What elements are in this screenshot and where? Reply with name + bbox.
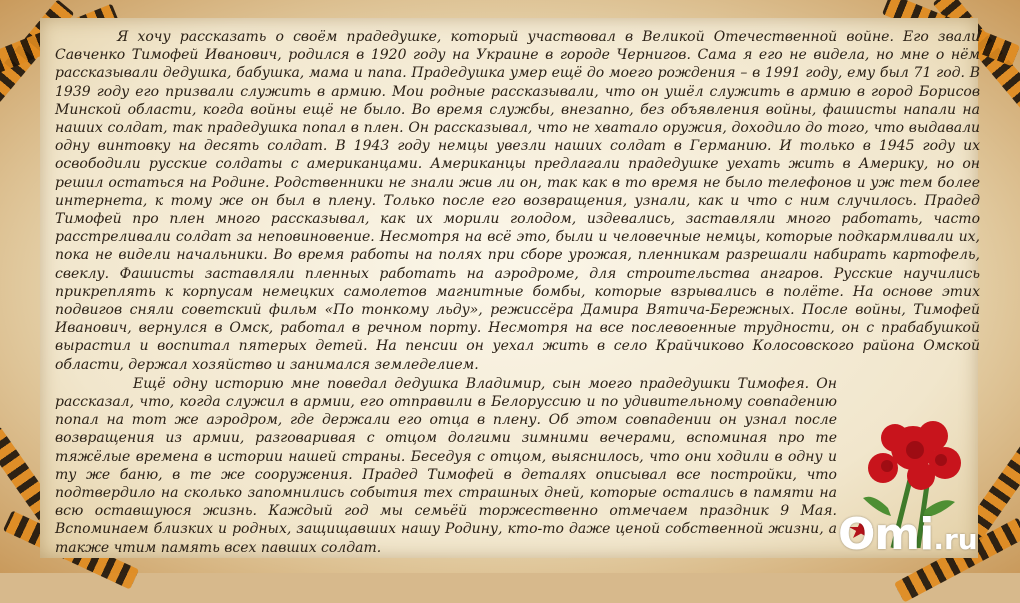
watermark-tld: .ru: [933, 523, 978, 556]
omi-watermark-logo: [838, 510, 978, 560]
watermark-main: Omi: [838, 509, 934, 560]
paragraph-1: Я хочу рассказать о своём прадедушке, который участвовал в Великой Отечественной войне. Его звали Савченко Тимофей Иванович, родился в 1920 году на Украине в городе Чернигов. Сама я его не видела, но мне о нём рассказывали дедушка, бабушка, мама и папа. Прадедушка умер ещё до моего рождения – в 1991 году, ему был 71 год. В 1939 году его призвали служить в армию. Мои родные рассказывали, что он ушёл служить в армию в город Борисов Минской области, когда войны ещё не было. Во время службы, внезапно, без объявления войны, фашисты напали на наших солдат, так прадедушка попал в плен. Он рассказывал, что не хватало оружия, доходило до того, что выдавали одну винтовку на десять солдат. В 1943 году немцы увезли наших солдат в Германию. И только в 1945 году их освободили русские солдаты с американцами. Американцы предлагали прадедушке уехать жить в Америку, но он решил остаться на Родине. Родственники не знали жив ли он, так как в то время не было телефонов и уж тем более интернета, к тому же он был в плену. Только после его возвращения, узнали, как и что с ним случилось. Прадед Тимофей про плен много рассказывал, как их морили голодом, издевались, заставляли много работать, часто расстреливали солдат за неповиновение. Несмотря на всё это, были и человечные немцы, которые подкармливали их, пока не видели начальники. Во время работы на полях при сборе урожая, пленникам разрешали набирать картофель, свеклу. Фашисты заставляли пленных работать на аэродроме, для строительства ангаров. Русские научились прикреплять к корпусам немецких самолетов магнитные бомбы, которые взрывались в полёте. На основе этих подвигов сняли советский фильм «По тонкому льду», режиссёра Дамира Вятича-Бережных. После войны, Тимофей Иванович, вернулся в Омск, работал в речном порту. Несмотря на все послевоенные трудности, он с прабабушкой вырастил и воспитал пятерых детей. На пенсии он уехал жить в село Крайчиково Колосовского района Омской области, держал хозяйство и занимался земледелием.: [55, 29, 980, 373]
paragraph-2: Ещё одну историю мне поведал дедушка Владимир, сын моего прадедушки Тимофея. Он рассказал, что, когда служил в армии, его отправили в Белоруссию и по удивительному совпадению попал на тот же аэродром, где держали его отца в плену. Об этом совпадении он узнал после возвращения из армии, разговаривая с отцом долгими зимними вечерами, вспоминая про те тяжёлые времена в истории нашей страны. Беседуя с отцом, выяснилось, что они ходили в одну и ту же баню, в те же сооружения. Прадед Тимофей в деталях описывал все постройки, что подтвердило на сколько запомнились события тех страшных дней, которые остались в памяти на всю оставшуюся жизнь. Каждый год мы семьёй торжественно отмечаем праздник 9 Мая. Вспоминаем близких и родных, защищавших нашу Родину, кто-то даже ценой собственной жизни, а также чтим память всех павших солдат.: [55, 375, 837, 556]
